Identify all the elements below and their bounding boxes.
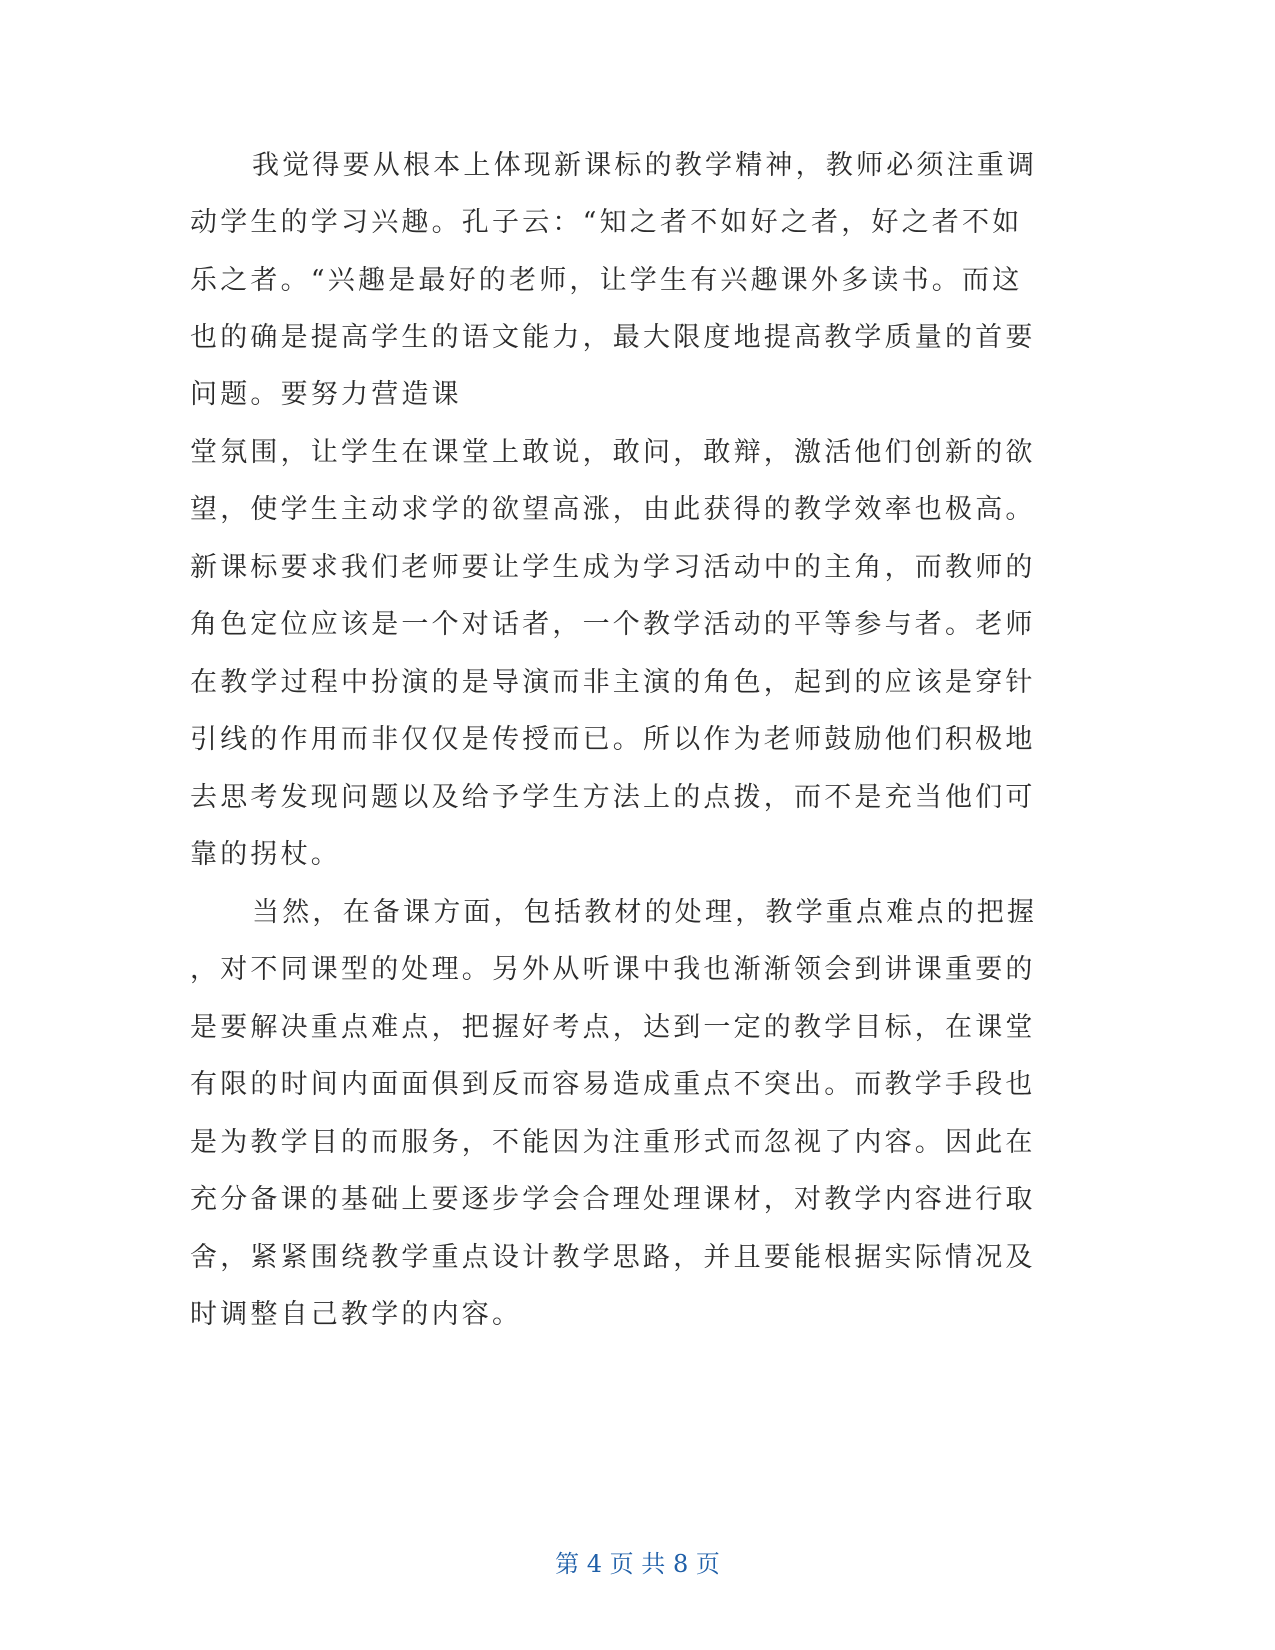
paragraph-2-line-3: 新课标要求我们老师要让学生成为学习活动中的主角，而教师的	[190, 552, 1036, 583]
paragraph-2-line-5: 在教学过程中扮演的是导演而非主演的角色，起到的应该是穿针	[190, 667, 1036, 698]
paragraph-2-line-8: 靠的拐杖。	[190, 839, 341, 870]
page-number-footer	[0, 1544, 1275, 1579]
paragraph-2-line-4: 角色定位应该是一个对话者，一个教学活动的平等参与者。老师	[190, 609, 1036, 640]
footer-middle: 页 共	[609, 1550, 666, 1578]
paragraph-2-line-1: 堂氛围，让学生在课堂上敢说，敢问，敢辩，激活他们创新的欲	[190, 437, 1036, 468]
paragraph-3-line-8: 时调整自己教学的内容。	[190, 1299, 523, 1330]
current-page-number: 4	[586, 1550, 603, 1578]
paragraph-1-line-4: 也的确是提高学生的语文能力，最大限度地提高教学质量的首要	[190, 322, 1036, 353]
paragraph-1-line-5: 问题。要努力营造课	[190, 379, 462, 410]
paragraph-1-line-2: 动学生的学习兴趣。孔子云：“知之者不如好之者，好之者不如	[190, 207, 1023, 238]
footer-suffix: 页	[695, 1550, 720, 1578]
paragraph-3-line-1: 当然，在备课方面，包括教材的处理，教学重点难点的把握	[252, 897, 1038, 928]
paragraph-3-line-2: ，对不同课型的处理。另外从听课中我也渐渐领会到讲课重要的	[190, 954, 1036, 985]
paragraph-3-line-3: 是要解决重点难点，把握好考点，达到一定的教学目标，在课堂	[190, 1012, 1036, 1043]
paragraph-3-line-4: 有限的时间内面面俱到反而容易造成重点不突出。而教学手段也	[190, 1069, 1036, 1100]
total-pages-number: 8	[672, 1550, 689, 1578]
paragraph-2-line-2: 望，使学生主动求学的欲望高涨，由此获得的教学效率也极高。	[190, 494, 1036, 525]
paragraph-2-line-7: 去思考发现问题以及给予学生方法上的点拨，而不是充当他们可	[190, 782, 1036, 813]
paragraph-2-line-6: 引线的作用而非仅仅是传授而已。所以作为老师鼓励他们积极地	[190, 724, 1036, 755]
paragraph-1-line-1: 我觉得要从根本上体现新课标的教学精神，教师必须注重调	[252, 150, 1038, 181]
paragraph-3-line-6: 充分备课的基础上要逐步学会合理处理课材，对教学内容进行取	[190, 1184, 1036, 1215]
paragraph-3-line-5: 是为教学目的而服务，不能因为注重形式而忽视了内容。因此在	[190, 1127, 1036, 1158]
paragraph-3-line-7: 舍，紧紧围绕教学重点设计教学思路，并且要能根据实际情况及	[190, 1242, 1036, 1273]
footer-prefix: 第	[555, 1550, 580, 1578]
paragraph-1-line-3: 乐之者。“兴趣是最好的老师，让学生有兴趣课外多读书。而这	[190, 265, 1023, 296]
